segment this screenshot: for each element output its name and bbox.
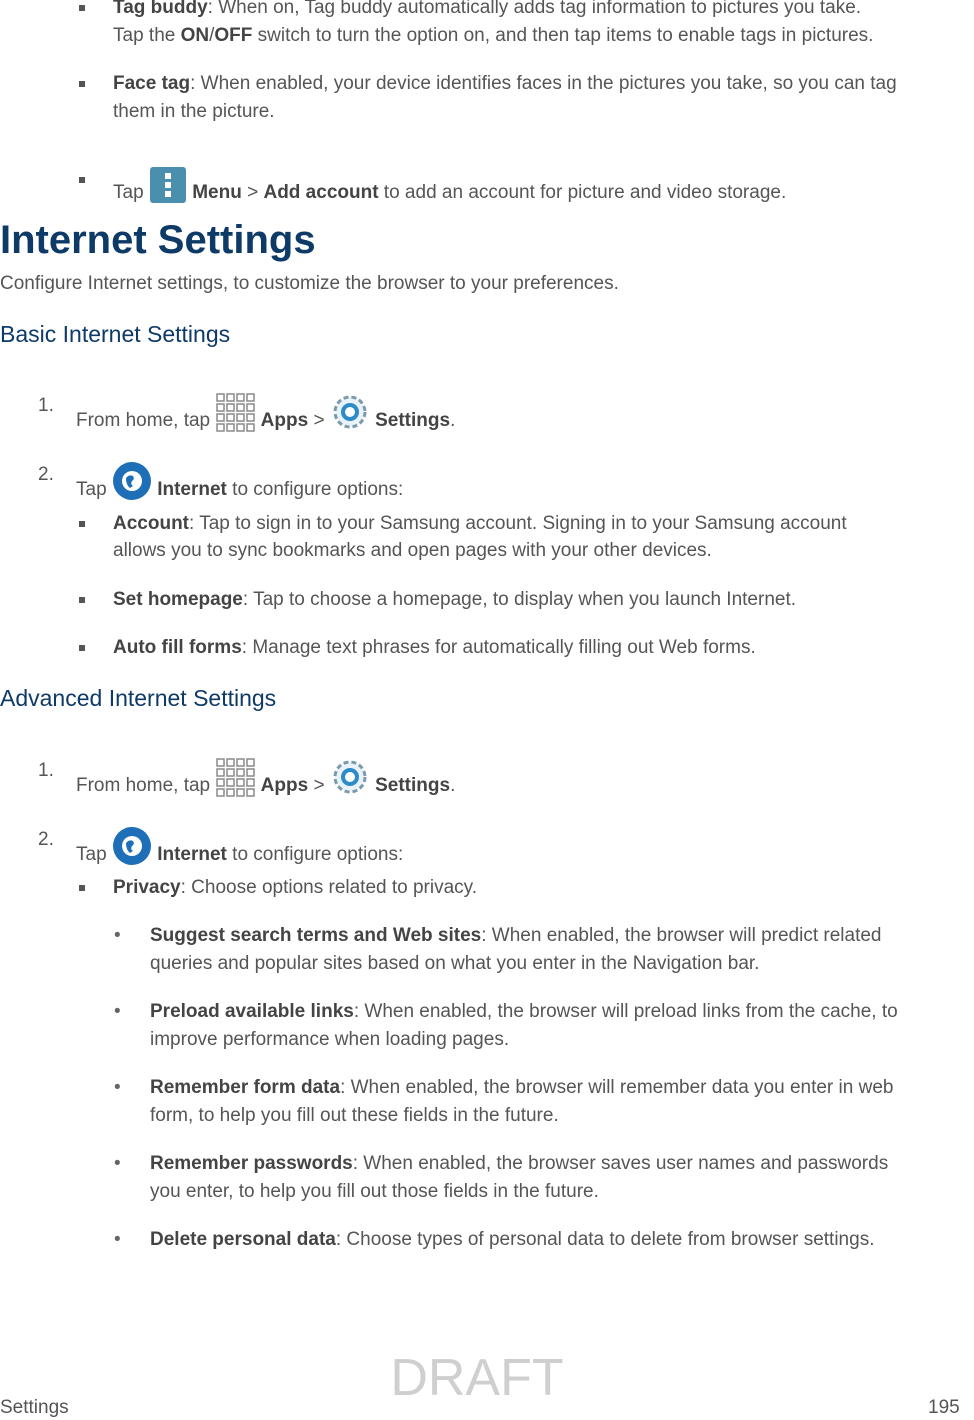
basic-heading: Basic Internet Settings [0, 321, 231, 347]
menu-icon [149, 166, 187, 204]
remember-form-item: Remember form data: When enabled, the browser will remember data you enter in web [150, 1077, 894, 1098]
bullet-marker [79, 885, 85, 891]
preload-links-item: Preload available links: When enabled, the browser will preload links from the cache, to [150, 1001, 898, 1022]
remember-passwords-item-line2: you enter, to help you fill out those fields in the future. [150, 1181, 599, 1202]
suggest-search-item: Suggest search terms and Web sites: When enabled, the browser will predict related [150, 925, 882, 946]
sub-bullet: • [114, 925, 121, 946]
internet-globe-icon [112, 461, 152, 501]
draft-watermark: DRAFT [390, 1349, 564, 1407]
step-number: 1. [38, 395, 54, 416]
footer-section: Settings [0, 1397, 69, 1418]
tag-buddy-item-line2: Tap the ON/OFF switch to turn the option on, and then tap items to enable tags in pictures. [113, 25, 874, 46]
preload-links-item-line2: improve performance when loading pages. [150, 1029, 510, 1050]
advanced-step2: Tap Internet to configure options: [76, 826, 403, 869]
face-tag-item-line2: them in the picture. [113, 101, 275, 122]
tag-buddy-item: Tag buddy: When on, Tag buddy automatically adds tag information to pictures you take. [113, 0, 862, 18]
step-number: 2. [38, 829, 54, 850]
step-number: 2. [38, 464, 54, 485]
advanced-step1: From home, tap Apps > Settings. [76, 757, 455, 800]
bullet-marker [79, 521, 85, 527]
basic-step1: From home, tap Apps > Settings. [76, 392, 455, 435]
bullet-marker [79, 645, 85, 651]
page-number: 195 [928, 1397, 960, 1418]
privacy-item: Privacy: Choose options related to privacy. [113, 877, 478, 898]
apps-grid-icon [215, 757, 255, 797]
settings-gear-icon [330, 757, 370, 797]
delete-personal-data-item: Delete personal data: Choose types of personal data to delete from browser settings. [150, 1229, 875, 1250]
basic-step2: Tap Internet to configure options: [76, 461, 403, 504]
set-homepage-item: Set homepage: Tap to choose a homepage, to display when you launch Internet. [113, 589, 797, 610]
remember-passwords-item: Remember passwords: When enabled, the browser saves user names and passwords [150, 1153, 889, 1174]
sub-bullet: • [114, 1077, 121, 1098]
sub-bullet: • [114, 1153, 121, 1174]
step-number: 1. [38, 760, 54, 781]
auto-fill-item: Auto fill forms: Manage text phrases for automatically filling out Web forms. [113, 637, 756, 658]
settings-gear-icon [330, 392, 370, 432]
account-item: Account: Tap to sign in to your Samsung account. Signing in to your Samsung account [113, 513, 847, 534]
advanced-heading: Advanced Internet Settings [0, 685, 277, 711]
bullet-marker [79, 81, 85, 87]
bullet-marker [79, 5, 85, 11]
bullet-marker [79, 597, 85, 603]
sub-bullet: • [114, 1229, 121, 1250]
face-tag-item: Face tag: When enabled, your device identifies faces in the pictures you take, so you can tag [113, 73, 897, 94]
add-account-item: Tap Menu > Add account to add an account for picture and video storage. [113, 166, 786, 207]
bullet-marker [79, 177, 85, 183]
apps-grid-icon [215, 392, 255, 432]
section-title: Internet Settings [0, 218, 316, 262]
account-item-line2: allows you to sync bookmarks and open pages with your other devices. [113, 540, 712, 561]
sub-bullet: • [114, 1001, 121, 1022]
remember-form-item-line2: form, to help you fill out these fields in the future. [150, 1105, 559, 1126]
internet-globe-icon [112, 826, 152, 866]
suggest-search-item-line2: queries and popular sites based on what you enter in the Navigation bar. [150, 953, 760, 974]
section-intro: Configure Internet settings, to customize the browser to your preferences. [0, 273, 619, 294]
